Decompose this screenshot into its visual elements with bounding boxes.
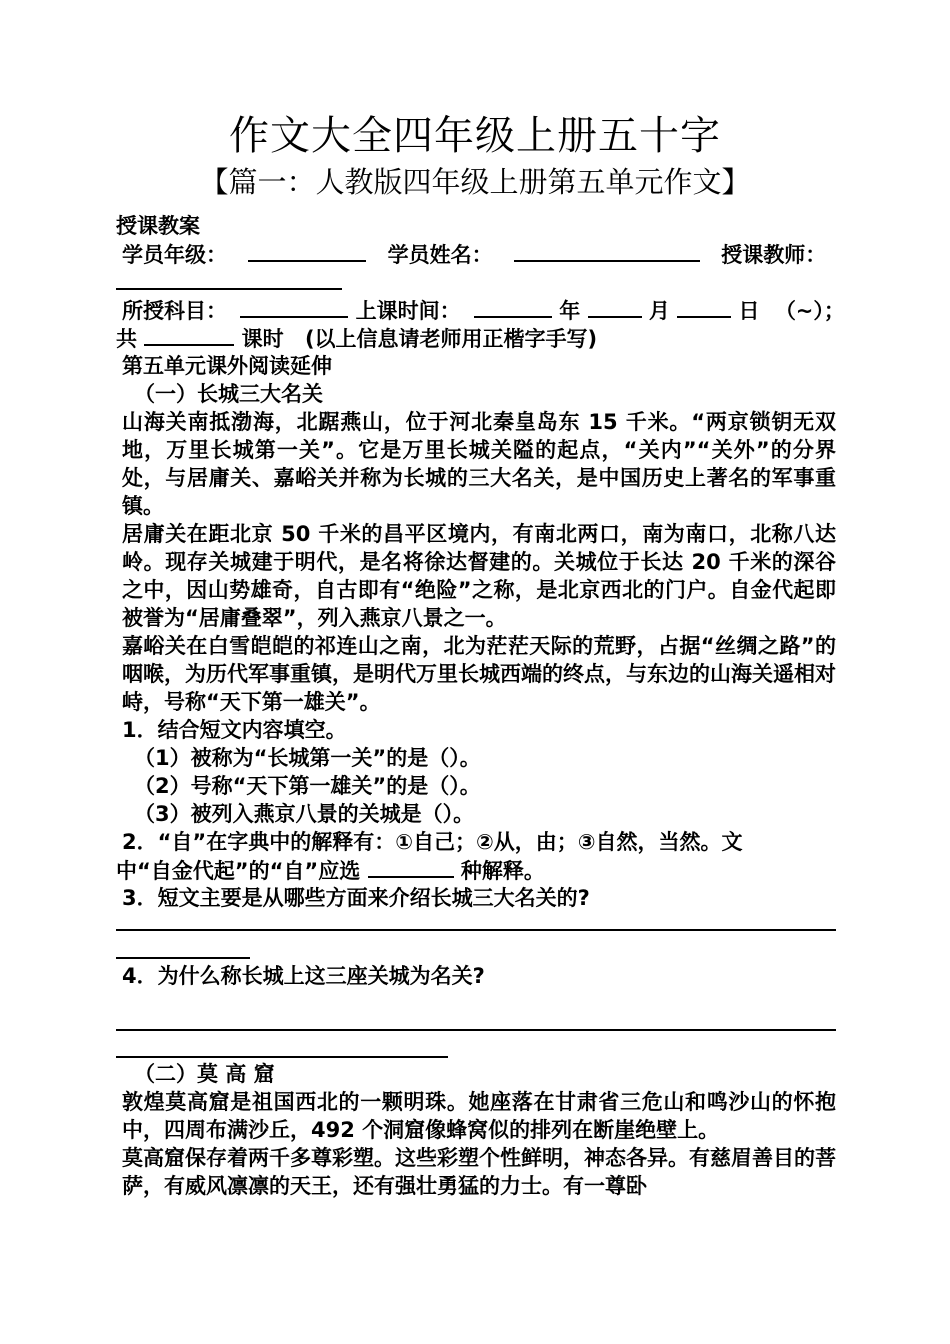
unit-title: 第五单元课外阅读延伸: [122, 354, 332, 378]
grade-blank: [248, 240, 366, 262]
year-blank: [474, 296, 552, 318]
form-row-2: [116, 268, 836, 296]
question-4-block: [116, 962, 836, 990]
paragraph-jiayuguan: 嘉峪关在白雪皑皑的祁连山之南，北为茫茫天际的荒野，占据“丝绸之路”的咽喉，为历代军事重镇，是明代万里长城西端的终点，与东边的山海关遥相对峙，号称“天下第一雄关”。: [122, 634, 836, 714]
subject-blank: [240, 296, 348, 318]
month-label: 月: [648, 299, 670, 323]
question-1c: （3）被列入燕京八景的关城是（）。: [134, 802, 475, 826]
section-2-block: [116, 1060, 836, 1200]
paragraph-shanhaiguan: 山海关南抵渤海，北踞燕山，位于河北秦皇岛东 15 千米。“两京锁钥无双地，万里长城第一关”。它是万里长城关隘的起点，“关内”“关外”的分界处，与居庸关、嘉峪关并称为长城的三大名关，是中国历史上著名的军事重镇。: [122, 410, 836, 518]
answer-line-q3-1: [116, 929, 836, 931]
hours-blank: [144, 324, 234, 346]
paragraph-juyongguan: 居庸关在距北京 50 千米的昌平区境内，有南北两口，南为南口，北称八达岭。现存关城建于明代，是名将徐达督建的。关城位于长达 20 千米的深谷之中，因山势雄奇，自古即有“绝险”之称，是北京西北的门户。自金代起即被誉为“居庸叠翠”，列入燕京八景之一。: [122, 522, 836, 630]
page-title: 作文大全四年级上册五十字: [229, 113, 721, 159]
question-2-line-2: [116, 856, 836, 884]
day-blank: [677, 296, 731, 318]
question-1a: （1）被称为“长城第一关”的是（）。: [134, 746, 481, 770]
section-2-title: （二）莫 高 窟: [134, 1062, 275, 1086]
question-2-text-a: 中“自金代起”的“自”应选: [116, 859, 361, 883]
form-row-1: [116, 240, 836, 268]
question-1b: （2）号称“天下第一雄关”的是（）。: [134, 774, 481, 798]
answer-line-q4-2: [116, 1056, 448, 1058]
document-body: [116, 212, 845, 912]
question-4: 4．为什么称长城上这三座关城为名关?: [122, 964, 485, 988]
answer-line-q3-2: [116, 957, 250, 959]
hours-label: 课时: [241, 327, 284, 351]
form-heading: 授课教案: [116, 214, 200, 238]
name-blank: [514, 240, 700, 262]
grade-label: 学员年级：: [122, 243, 227, 267]
answer-line-q4-1: [116, 1029, 836, 1031]
question-2-blank: [368, 856, 454, 878]
question-2-line-1: 2．“自”在字典中的解释有：①自己；②从，由；③自然，当然。文: [122, 830, 743, 854]
paragraph-mogao-2: 莫高窟保存着两千多尊彩塑。这些彩塑个性鲜明，神态各异。有慈眉善目的菩萨，有威风凛凛的天王，还有强壮勇猛的力士。有一尊卧: [122, 1146, 836, 1198]
name-label: 学员姓名：: [387, 243, 493, 267]
form-note: (以上信息请老师用正楷字手写): [304, 327, 598, 351]
question-2-text-b: 种解释。: [460, 859, 545, 883]
page-subtitle: 【篇一：人教版四年级上册第五单元作文】: [199, 165, 751, 199]
teacher-label: 授课教师：: [721, 243, 827, 267]
form-row-3: [116, 296, 845, 324]
day-label: 日: [738, 299, 760, 323]
question-1: 1．结合短文内容填空。: [122, 718, 347, 742]
subject-label: 所授科目：: [122, 299, 227, 323]
month-blank: [588, 296, 642, 318]
question-3: 3．短文主要是从哪些方面来介绍长城三大名关的?: [122, 886, 590, 910]
total-label: 共: [116, 327, 137, 351]
time-label: 上课时间：: [355, 299, 461, 323]
teacher-blank: [116, 268, 342, 290]
section-1-title: （一）长城三大名关: [134, 382, 323, 406]
year-label: 年: [559, 299, 581, 323]
form-row-4: [116, 324, 836, 352]
range-label: （~）；: [774, 299, 845, 323]
paragraph-mogao-1: 敦煌莫高窟是祖国西北的一颗明珠。她座落在甘肃省三危山和鸣沙山的怀抱中，四周布满沙丘，492 个洞窟像蜂窝似的排列在断崖绝壁上。: [122, 1090, 836, 1142]
